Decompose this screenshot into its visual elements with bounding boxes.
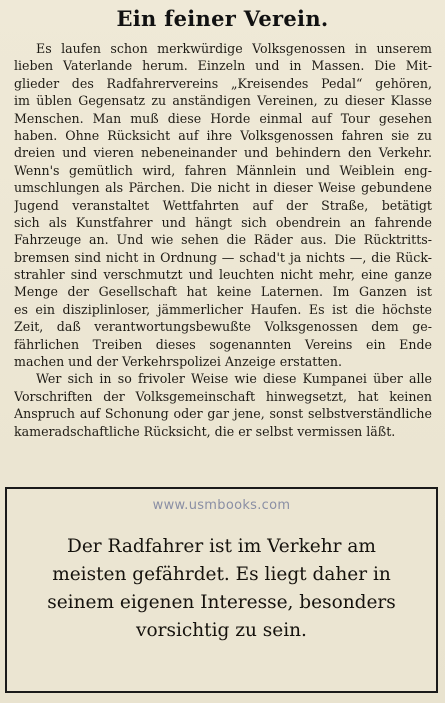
article-line: fährlichen Treiben dieses sogenannten Vereins ein Ende	[14, 336, 432, 352]
article-line: Wenn's gemütlich wird, fahren Männlein und Weiblein eng-	[14, 162, 432, 178]
article-line: kameradschaftliche Rücksicht, die er selbst vermissen läßt.	[14, 423, 396, 439]
article-line: Vorschriften der Volksgemeinschaft hinwegsetzt, hat keinen	[14, 388, 432, 404]
article-line: Fahrzeuge an. Und wie sehen die Räder aus. Die Rücktritts-	[14, 232, 432, 248]
article-line: lieben Vaterlande herum. Einzeln und in Massen. Die Mit-	[14, 58, 432, 74]
notice-text	[7, 533, 436, 645]
watermark: www.usmbooks.com	[152, 498, 291, 513]
notice-box	[5, 487, 438, 693]
article-line: Wer sich in so frivoler Weise wie diese Kumpanei über alle	[36, 371, 432, 387]
notice-line: seinem eigenen Interesse, besonders	[47, 592, 396, 613]
article-line: umschlungen als Pärchen. Die nicht in dieser Weise gebundene	[14, 180, 432, 196]
article-line: Menge der Gesellschaft hat keine Laternen. Im Ganzen ist	[14, 284, 432, 300]
article-line: Anspruch auf Schonung oder gar jene, sonst selbstverständliche	[14, 406, 432, 422]
article-line: glieder des Radfahrervereins „Kreisendes Pedal“ gehören,	[14, 75, 432, 91]
article-line: strahler sind verschmutzt und leuchten nicht mehr, eine ganze	[14, 267, 432, 283]
article-line: Menschen. Man muß diese Horde einmal auf Tour gesehen	[14, 110, 432, 126]
article-line: Jugend veranstaltet Wettfahrten auf der Straße, betätigt	[14, 197, 432, 213]
article-line: Zeit, daß verantwortungsbewußte Volksgenossen dem ge-	[14, 319, 432, 335]
notice-line: vorsichtig zu sein.	[136, 620, 307, 641]
article-title: Ein feiner Verein.	[116, 6, 329, 31]
article-line: sich als Kunstfahrer und hängt sich obendrein an fahrende	[14, 214, 432, 230]
article-line: bremsen sind nicht in Ordnung — schad't ja nichts —, die Rück-	[14, 249, 432, 265]
article-line: dreien und vieren nebeneinander und behindern den Verkehr.	[14, 145, 432, 161]
notice-line: Der Radfahrer ist im Verkehr am	[67, 536, 376, 557]
article-line: im üblen Gegensatz zu anständigen Vereinen, zu dieser Klasse	[14, 93, 432, 109]
article-body	[14, 40, 432, 440]
article-line: es ein disziplinloser, jämmerlicher Haufen. Es ist die höchste	[14, 301, 432, 317]
article-line: haben. Ohne Rücksicht auf ihre Volksgenossen fahren sie zu	[14, 127, 432, 143]
notice-line: meisten gefährdet. Es liegt daher in	[52, 564, 391, 585]
article-line: machen und der Verkehrspolizei Anzeige erstatten.	[14, 354, 342, 370]
article-line: Es laufen schon merkwürdige Volksgenossen in unserem	[36, 41, 432, 56]
